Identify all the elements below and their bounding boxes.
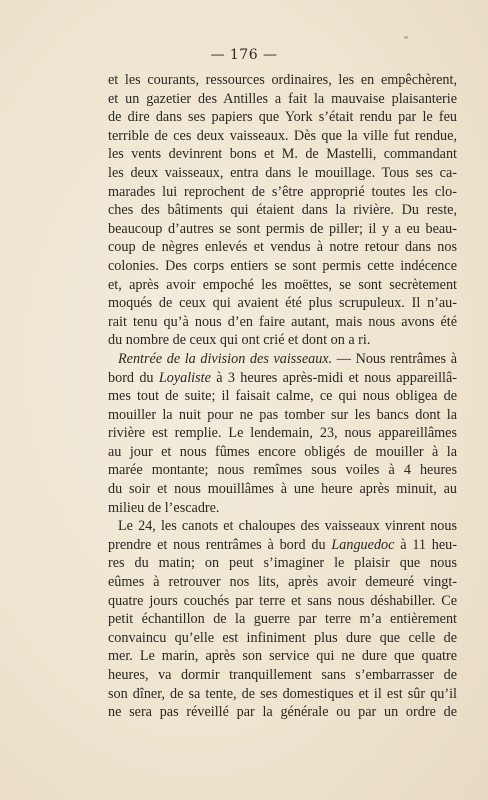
text-line: mer. Le marin, après son service qui ne dure que quatre bbox=[108, 648, 457, 665]
text-line: terrible de ces deux vaisseaux. Dès que la ville fut rendue, bbox=[108, 127, 457, 144]
text-line: colonies. Des corps entiers se sont permis cette indécence bbox=[108, 257, 457, 274]
text-line-pre: prendre et nous rentrâmes à bord du bbox=[108, 536, 332, 553]
page-number: — 176 — bbox=[210, 47, 278, 63]
text-line: et les courants, ressources ordinaires, les en empêchèrent, bbox=[108, 72, 457, 88]
text-line-rest: à 3 heures après-midi et nous appareillâ- bbox=[210, 369, 457, 386]
section-heading: Rentrée de la division des vaisseaux. bbox=[118, 350, 333, 367]
text-line: ches des bâtiments qui étaient dans la rivière. Du reste, bbox=[108, 202, 457, 219]
text-line: beaucoup d’autres se sont permis de piller; il y a eu beau- bbox=[108, 220, 457, 237]
text-line: mouiller la nuit pour ne pas tomber sur les bancs dont la bbox=[108, 406, 457, 423]
text-line: les deux vaisseaux, entra dans le mouillage. Tous ses ca- bbox=[108, 164, 457, 181]
text-line: du soir et nous mouillâmes à une heure après minuit, au bbox=[108, 481, 457, 498]
text-line bbox=[108, 369, 457, 388]
text-line: marades lui reprochent de s’être approprié toutes les clo- bbox=[108, 183, 457, 200]
body-text bbox=[108, 71, 457, 722]
ship-name: Loyaliste bbox=[158, 369, 211, 386]
text-line: moqués de ceux qui avaient été plus scrupuleux. Il n’au- bbox=[108, 295, 457, 312]
text-line bbox=[108, 536, 457, 555]
ship-name: Languedoc bbox=[331, 536, 395, 553]
text-line: mes tout de suite; il faisait calme, ce qui nous obligea de bbox=[108, 388, 457, 405]
text-line: du nombre de ceux qui ont crié et dont on a ri. bbox=[108, 332, 371, 349]
text-line: de dire dans ses papiers que York s’était rendu par le feu bbox=[108, 109, 457, 126]
text-line: Le 24, les canots et chaloupes des vaisseaux vinrent nous bbox=[118, 518, 457, 535]
text-line: au jour et nous fûmes encore obligés de mouiller à la bbox=[108, 443, 457, 460]
text-line: heures, va dormir tranquillement sans s’embarrasser de bbox=[108, 667, 457, 683]
text-line: eûmes à retrouver nos lits, après avoir demeuré vingt- bbox=[108, 574, 457, 591]
text-line: quatre jours couchés par terre et sans nous déshabiller. Ce bbox=[108, 592, 457, 609]
text-line: convaincu qu’elle est infiniment plus dure que celle de bbox=[108, 629, 457, 646]
text-line: rivière est remplie. Le lendemain, 23, nous appareillâmes bbox=[108, 425, 457, 442]
text-line: ne sera pas réveillé par la générale ou par un ordre de bbox=[108, 704, 457, 721]
text-line: res du matin; on peut s’imaginer le plaisir que nous bbox=[108, 555, 457, 572]
ink-speck bbox=[404, 36, 408, 39]
text-line-rest: — Nous rentrâmes à bbox=[332, 350, 457, 367]
text-line: milieu de l’escadre. bbox=[108, 499, 220, 516]
text-line: coup de nègres enlevés et vendus à notre retour dans nos bbox=[108, 239, 457, 256]
text-line: et, après avoir empoché les moëttes, se sont secrètement bbox=[108, 276, 457, 293]
text-line: petit échantillon de la guerre par terre m’a entièrement bbox=[108, 611, 457, 628]
text-line: marée montante; nous remîmes sous voiles à 4 heures bbox=[108, 462, 457, 479]
text-line-rest: à 11 heu- bbox=[394, 536, 457, 553]
text-line-pre: bord du bbox=[108, 369, 159, 386]
text-line: son dîner, de sa tente, de ses domestiques et il est sûr qu’il bbox=[108, 685, 457, 702]
text-line: les vents devinrent bons et M. de Mastelli, commandant bbox=[108, 146, 457, 163]
text-line: et un gazetier des Antilles a fait la mauvaise plaisanterie bbox=[108, 90, 457, 107]
section-heading-line bbox=[108, 350, 457, 369]
text-line: rait tenu qu’à nous d’en faire autant, mais nous avons été bbox=[108, 313, 457, 330]
